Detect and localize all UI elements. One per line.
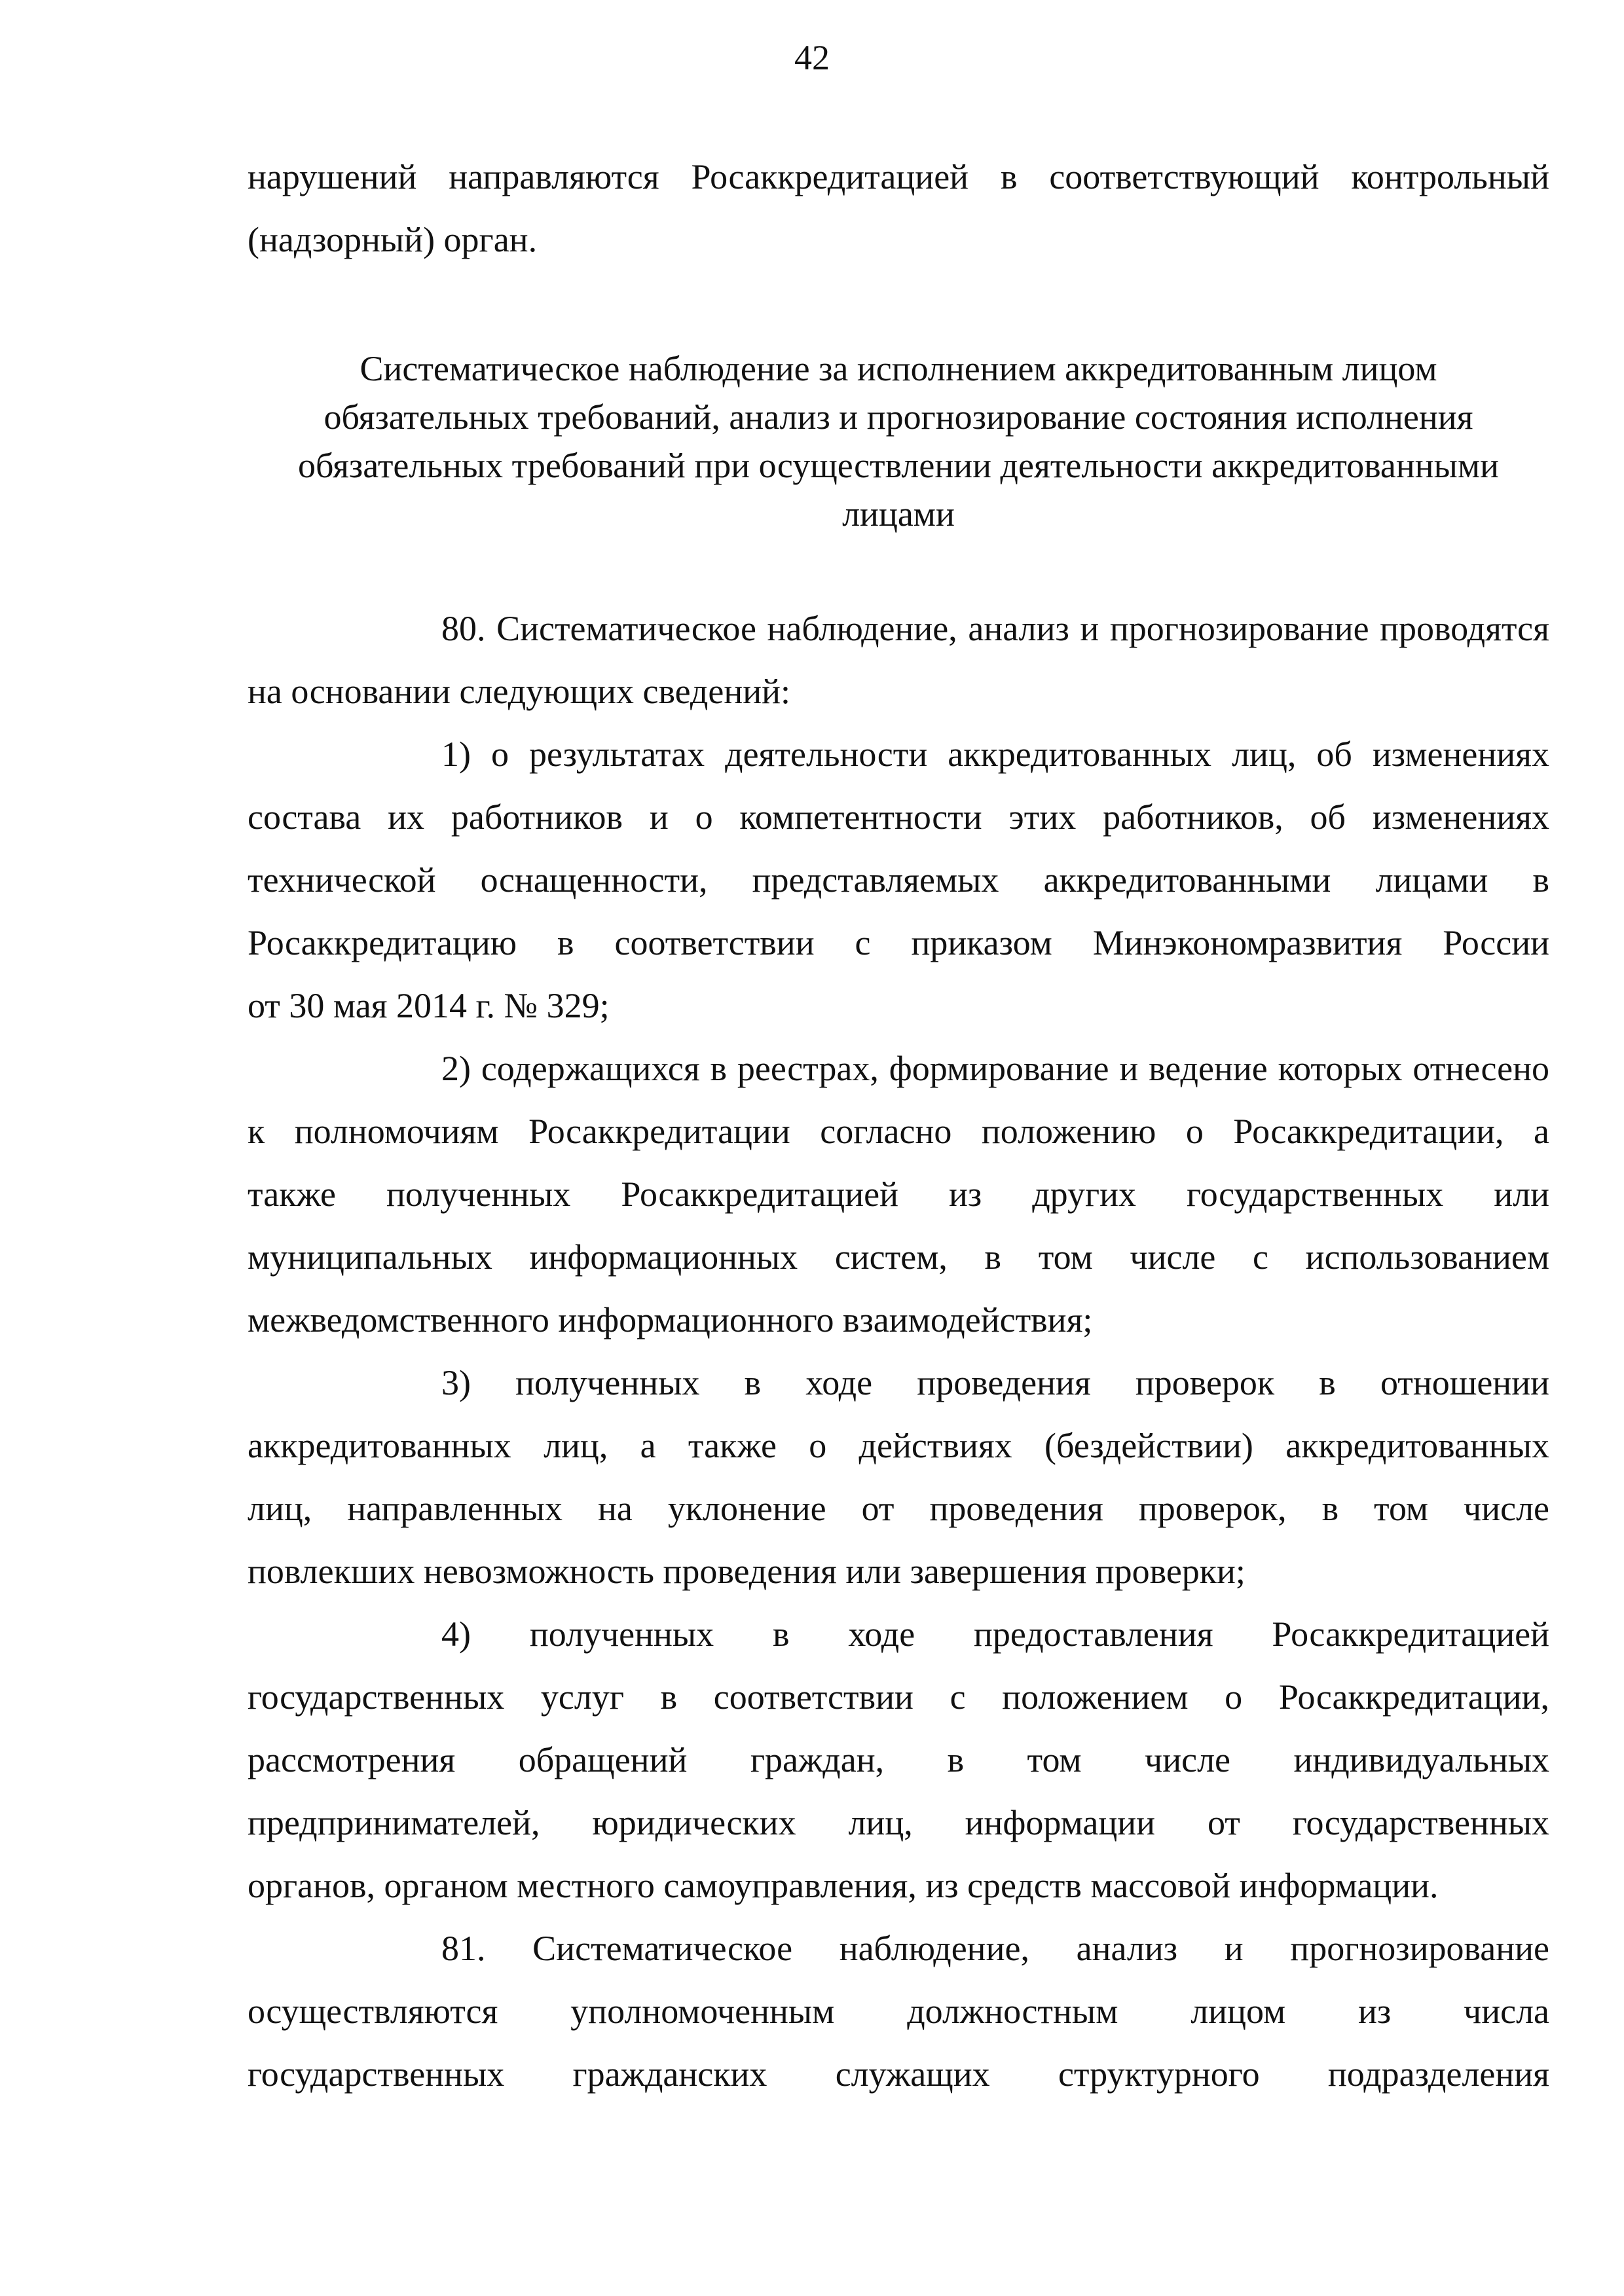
intro-paragraph xyxy=(248,145,1549,271)
paragraph-line: технической оснащенности, представляемых аккредитованными лицами в xyxy=(248,860,1549,900)
paragraph-line: межведомственного информационного взаимодействия; xyxy=(248,1300,1093,1339)
list-item-1 xyxy=(248,723,1549,1037)
paragraph-line: лиц, направленных на уклонение от проведения проверок, в том числе xyxy=(248,1489,1549,1528)
paragraph-line: 4) полученных в ходе предоставления Росаккредитацией xyxy=(441,1614,1549,1654)
heading-line: лицами xyxy=(842,494,955,534)
paragraph-line: осуществляются уполномоченным должностным лицом из числа xyxy=(248,1992,1549,2031)
paragraph-line: государственных услуг в соответствии с положением о Росаккредитации, xyxy=(248,1677,1549,1717)
paragraph-line: от 30 мая 2014 г. № 329; xyxy=(248,986,610,1025)
paragraph-line: состава их работников и о компетентности этих работников, об изменениях xyxy=(248,797,1549,837)
paragraph-81 xyxy=(248,1917,1549,2105)
paragraph-line: муниципальных информационных систем, в том числе с использованием xyxy=(248,1237,1549,1277)
heading-line: Систематическое наблюдение за исполнением аккредитованным лицом xyxy=(360,349,1437,388)
section-heading xyxy=(248,344,1549,538)
paragraph-line: на основании следующих сведений: xyxy=(248,672,791,711)
heading-line: обязательных требований, анализ и прогнозирование состояния исполнения xyxy=(323,397,1473,437)
paragraph-80 xyxy=(248,597,1549,723)
list-item-4 xyxy=(248,1603,1549,1917)
paragraph-line: рассмотрения обращений граждан, в том числе индивидуальных xyxy=(248,1740,1549,1779)
paragraph-line: Росаккредитацию в соответствии с приказом Минэкономразвития России xyxy=(248,923,1549,962)
paragraph-line: государственных гражданских служащих структурного подразделения xyxy=(248,2054,1549,2094)
paragraph-line: 2) содержащихся в реестрах, формирование и ведение которых отнесено xyxy=(441,1049,1549,1088)
paragraph-line: 80. Систематическое наблюдение, анализ и прогнозирование проводятся xyxy=(441,609,1549,648)
page-number: 42 xyxy=(794,38,830,77)
intro-line: (надзорный) орган. xyxy=(248,220,538,259)
paragraph-line: 81. Систематическое наблюдение, анализ и прогнозирование xyxy=(441,1929,1549,1968)
paragraph-line: 3) полученных в ходе проведения проверок в отношении xyxy=(441,1363,1549,1402)
paragraph-line: повлекших невозможность проведения или завершения проверки; xyxy=(248,1552,1246,1591)
list-item-3 xyxy=(248,1351,1549,1603)
heading-line: обязательных требований при осуществлении деятельности аккредитованными xyxy=(297,446,1500,485)
paragraph-line: также полученных Росаккредитацией из других государственных или xyxy=(248,1175,1549,1214)
paragraph-line: 1) о результатах деятельности аккредитованных лиц, об изменениях xyxy=(441,735,1549,774)
paragraph-line: предпринимателей, юридических лиц, информации от государственных xyxy=(248,1803,1549,1842)
list-item-2 xyxy=(248,1037,1549,1351)
intro-line: нарушений направляются Росаккредитацией в соответствующий контрольный xyxy=(248,157,1549,196)
paragraph-line: аккредитованных лиц, а также о действиях (бездействии) аккредитованных xyxy=(248,1426,1549,1465)
paragraph-line: к полномочиям Росаккредитации согласно положению о Росаккредитации, а xyxy=(248,1112,1549,1151)
paragraph-line: органов, органом местного самоуправления, из средств массовой информации. xyxy=(248,1866,1439,1905)
